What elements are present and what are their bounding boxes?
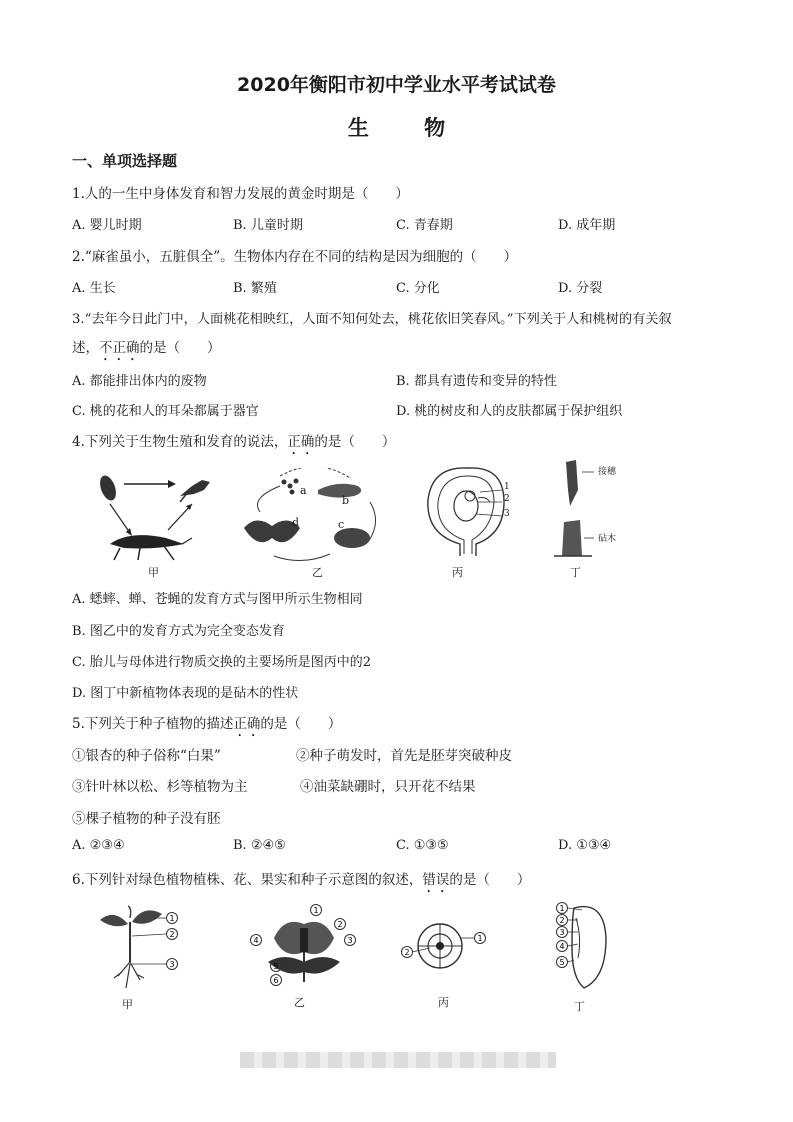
q6-stem	[72, 868, 530, 896]
q4-figure-ding	[548, 456, 628, 579]
q5-option-c: C. ①③⑤	[396, 838, 449, 853]
q1-option-d: D. 成年期	[558, 218, 616, 233]
q5-stem-pre: 5.下列关于种子植物的描述	[72, 716, 234, 732]
q6-stem-pre: 6.下列针对绿色植物植株、花、果实和种子示意图的叙述，	[72, 872, 423, 888]
q6-figure-jia-label: 甲	[122, 998, 133, 1011]
svg-text:1: 1	[169, 914, 175, 923]
q2-option-a: A. 生长	[72, 281, 116, 296]
q4-stem-post: 的是（ ）	[314, 434, 396, 450]
svg-text:5: 5	[273, 962, 279, 971]
q3-stem-post: 的是（ ）	[139, 340, 221, 356]
svg-text:2: 2	[169, 930, 175, 939]
svg-text:3: 3	[559, 928, 565, 937]
q5-item-3: ③针叶林以松、杉等植物为主	[72, 779, 248, 795]
q5-stem	[72, 712, 341, 740]
q2-option-c: C. 分化	[396, 281, 440, 296]
q6-figure-ding-label: 丁	[574, 1000, 585, 1013]
q5-option-d: D. ①③④	[558, 838, 612, 853]
q3-stem-pre: 述，	[72, 340, 99, 356]
q5-item-4: ④油菜缺硼时，只开花不结果	[300, 779, 476, 795]
svg-text:4: 4	[559, 942, 565, 951]
q4-option-d: D. 图丁中新植物体表现的是砧木的性状	[72, 686, 299, 701]
q3-option-a: A. 都能排出体内的废物	[72, 374, 207, 389]
q5-option-a: A. ②③④	[72, 838, 125, 853]
q4-figure-yi-label: 乙	[312, 566, 323, 579]
q4-figure-ding-scion: 接穗	[598, 467, 617, 477]
q1-stem: 1.人的一生中身体发育和智力发展的黄金时期是（ ）	[72, 186, 409, 202]
q5-stem-post: 的是（ ）	[260, 716, 342, 732]
q4-figure-bing-num-3: 3	[504, 509, 510, 519]
q3-stem-line1: 3.“去年今日此门中，人面桃花相映红，人面不知何处去，桃花依旧笑春风。”下列关于人和桃树的有关叙	[72, 312, 672, 327]
q6-figure-bing-label: 丙	[438, 996, 449, 1009]
q6-figure-yi	[244, 902, 362, 1009]
svg-text:4: 4	[253, 936, 259, 945]
q6-figure-bing	[398, 912, 498, 1009]
q1-option-c: C. 青春期	[396, 218, 453, 233]
q5-item-5: ⑤棵子植物的种子没有胚	[72, 811, 221, 827]
q4-stem	[72, 430, 395, 458]
q4-option-a: A. 蟋蟀、蝉、苍蝇的发育方式与图甲所示生物相同	[72, 592, 363, 607]
q4-figure-jia-label: 甲	[148, 566, 159, 579]
exam-title: 2020年衡阳市初中学业水平考试试卷	[237, 74, 556, 96]
q6-stem-post: 的是（ ）	[449, 872, 531, 888]
q2-stem: 2.“麻雀虽小，五脏俱全”。生物体内存在不同的结构是因为细胞的（ ）	[72, 249, 518, 265]
q6-figure-ding	[552, 898, 622, 1013]
svg-text:3: 3	[169, 960, 175, 969]
q1-option-b: B. 儿童时期	[233, 218, 303, 233]
q1-option-a: A. 婴儿时期	[72, 218, 142, 233]
blurred-footer-watermark	[240, 1052, 556, 1068]
q4-figure-bing	[420, 464, 520, 579]
q4-figure-jia	[88, 470, 218, 579]
svg-text:1: 1	[559, 904, 565, 913]
q3-option-b: B. 都具有遗传和变异的特性	[396, 374, 557, 389]
svg-text:6: 6	[273, 976, 279, 985]
q3-stem-line2	[72, 336, 221, 364]
q4-figure-bing-label: 丙	[452, 566, 463, 579]
svg-text:2: 2	[404, 948, 410, 957]
q4-figure-yi-letter-b: b	[342, 494, 350, 507]
q4-figure-ding-rootstock: 砧木	[598, 534, 617, 544]
subject-heading: 生 物	[347, 115, 470, 140]
q4-figure-bing-num-2: 2	[504, 494, 510, 504]
svg-text:3: 3	[347, 936, 353, 945]
q4-figure-yi-letter-c: c	[338, 518, 345, 531]
q6-figure-jia	[92, 904, 184, 1011]
q3-emphasis: 不正确	[99, 340, 140, 356]
svg-text:1: 1	[477, 934, 483, 943]
q5-option-b: B. ②④⑤	[233, 838, 286, 853]
q4-figure-ding-label: 丁	[570, 566, 581, 579]
q4-figure-bing-num-1: 1	[504, 482, 510, 492]
q4-emphasis: 正确	[287, 434, 315, 450]
svg-text:1: 1	[313, 906, 319, 915]
q2-option-d: D. 分裂	[558, 281, 603, 296]
q5-emphasis: 正确	[233, 716, 261, 732]
svg-text:2: 2	[337, 920, 343, 929]
q4-stem-pre: 4.下列关于生物生殖和发育的说法，	[72, 434, 288, 450]
q4-figure-yi	[234, 468, 384, 579]
q4-figure-yi-letter-a: a	[300, 484, 307, 497]
q2-option-b: B. 繁殖	[233, 281, 277, 296]
q5-item-1: ①银杏的种子俗称“白果”	[72, 748, 221, 764]
q3-option-c: C. 桃的花和人的耳朵都属于器官	[72, 404, 259, 419]
q4-option-b: B. 图乙中的发育方式为完全变态发育	[72, 624, 285, 639]
q4-option-c: C. 胎儿与母体进行物质交换的主要场所是图丙中的2	[72, 655, 372, 670]
q3-option-d: D. 桃的树皮和人的皮肤都属于保护组织	[396, 404, 623, 419]
svg-text:2: 2	[559, 916, 565, 925]
q4-figure-yi-letter-d: d	[292, 516, 300, 529]
q6-figure-yi-label: 乙	[294, 996, 305, 1009]
q5-item-2: ②种子萌发时，首先是胚芽突破种皮	[296, 748, 512, 764]
q6-emphasis: 错误	[422, 872, 450, 888]
section-heading: 一、单项选择题	[72, 152, 178, 170]
svg-text:5: 5	[559, 958, 565, 967]
